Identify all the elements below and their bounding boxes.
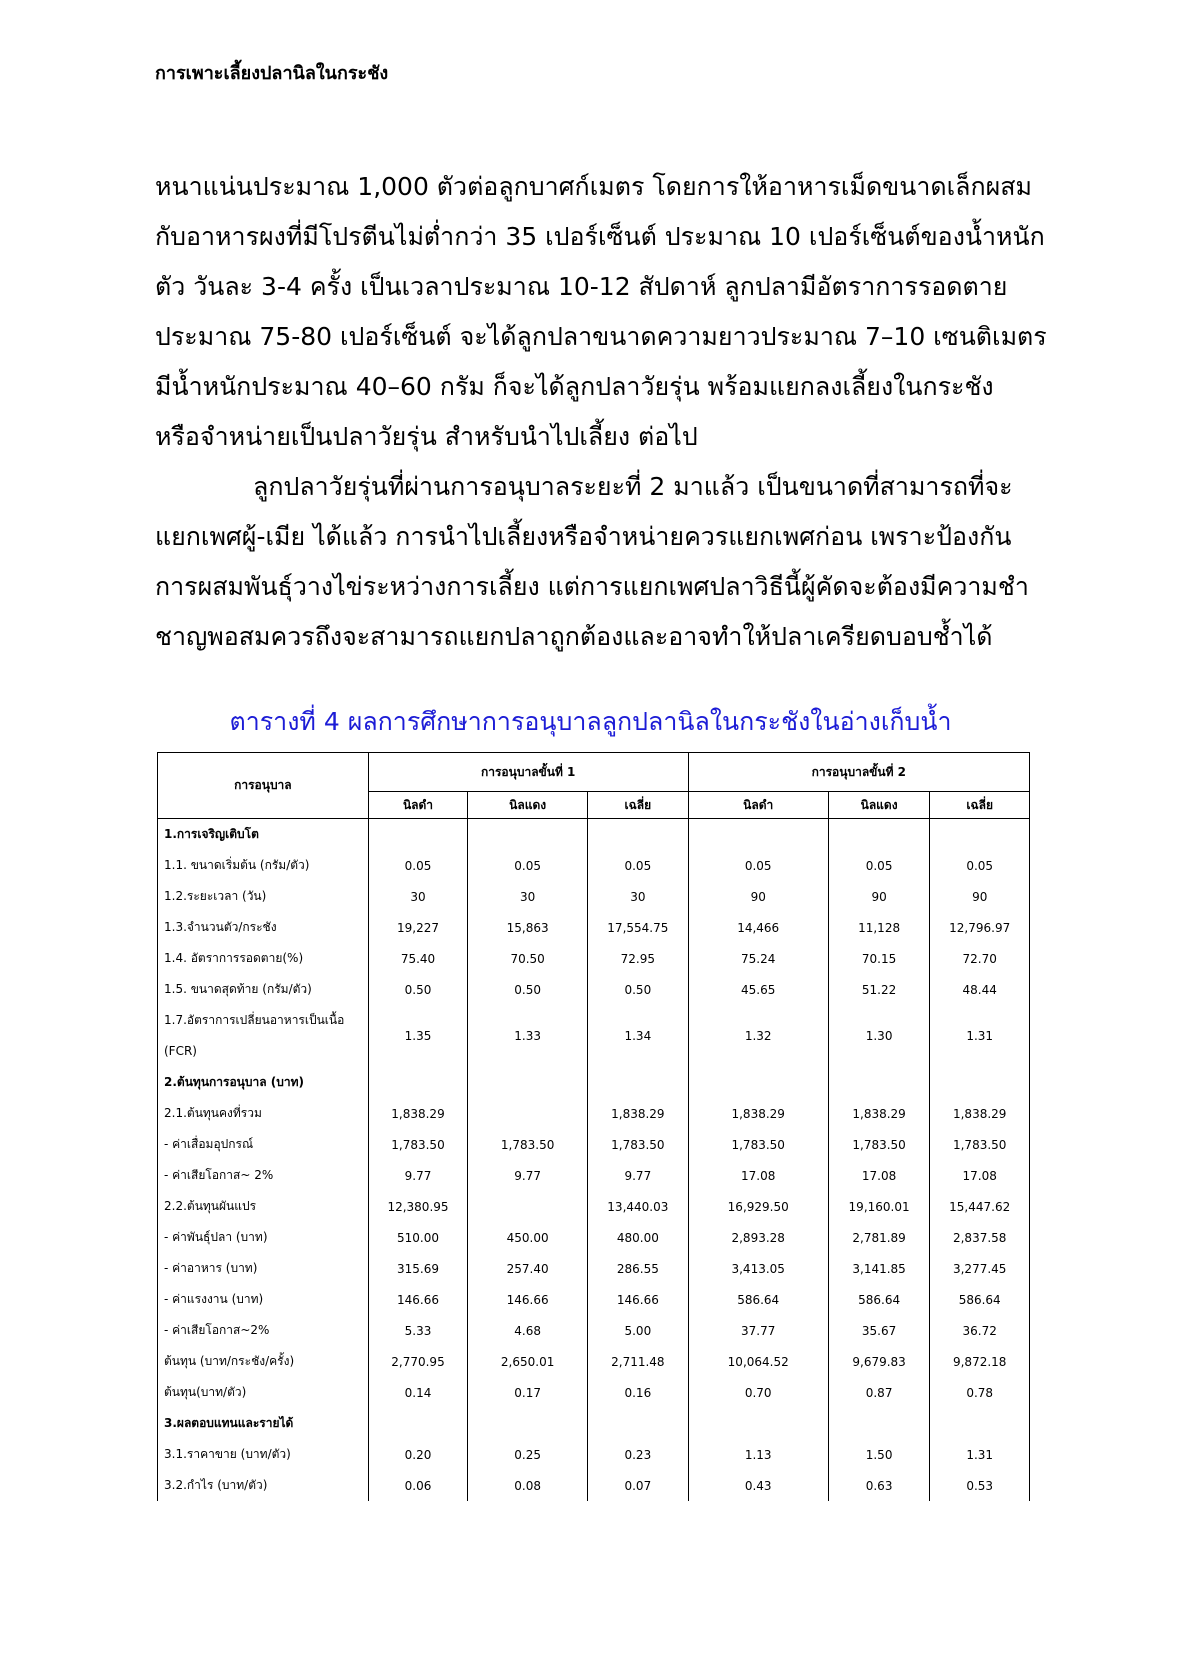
row-label: 1.3.จำนวนตัว/กระชัง bbox=[158, 912, 369, 943]
table-cell: 2,781.89 bbox=[828, 1222, 930, 1253]
table-cell: 1.34 bbox=[588, 1005, 689, 1067]
table-cell: 2,770.95 bbox=[368, 1346, 467, 1377]
table-header bbox=[158, 753, 1030, 819]
table-cell: 17,554.75 bbox=[588, 912, 689, 943]
row-label: 3.2.กำไร (บาท/ตัว) bbox=[158, 1470, 369, 1501]
table-cell: 12,796.97 bbox=[930, 912, 1030, 943]
running-header: การเพาะเลี้ยงปลานิลในกระชัง bbox=[155, 63, 389, 84]
table-cell: 9,679.83 bbox=[828, 1346, 930, 1377]
table-cell: 75.24 bbox=[688, 943, 828, 974]
row-label: 3.ผลตอบแทนและรายได้ bbox=[158, 1408, 369, 1439]
row-label: 3.1.ราคาขาย (บาท/ตัว) bbox=[158, 1439, 369, 1470]
row-label: ต้นทุน(บาท/ตัว) bbox=[158, 1377, 369, 1408]
table-cell: 1,838.29 bbox=[828, 1098, 930, 1129]
column-header: นิลแดง bbox=[468, 792, 588, 819]
column-header: นิลแดง bbox=[828, 792, 930, 819]
row-label: - ค่าเสียโอกาส~ 2% bbox=[158, 1160, 369, 1191]
table-cell: 36.72 bbox=[930, 1315, 1030, 1346]
row-label: 2.2.ต้นทุนผันแปร bbox=[158, 1191, 369, 1222]
table-row bbox=[158, 1222, 1030, 1253]
table-row bbox=[158, 1470, 1030, 1501]
table-cell: 2,893.28 bbox=[688, 1222, 828, 1253]
table-cell: 0.50 bbox=[368, 974, 467, 1005]
table-row bbox=[158, 850, 1030, 881]
table-cell: 1.31 bbox=[930, 1439, 1030, 1470]
table-row bbox=[158, 1191, 1030, 1222]
table-cell: 17.08 bbox=[828, 1160, 930, 1191]
table-cell: 15,447.62 bbox=[930, 1191, 1030, 1222]
row-label: - ค่าอาหาร (บาท) bbox=[158, 1253, 369, 1284]
row-label: - ค่าเสียโอกาส~2% bbox=[158, 1315, 369, 1346]
table-cell: 30 bbox=[468, 881, 588, 912]
body-text bbox=[155, 162, 1055, 662]
table-cell: 1,838.29 bbox=[588, 1098, 689, 1129]
paragraph-line: ชาญพอสมควรถึงจะสามารถแยกปลาถูกต้องและอาจทำให้ปลาเครียดบอบช้ำได้ bbox=[155, 622, 993, 651]
table-cell: 0.08 bbox=[468, 1470, 588, 1501]
table-cell: 1.50 bbox=[828, 1439, 930, 1470]
table-cell: 450.00 bbox=[468, 1222, 588, 1253]
table-cell: 0.16 bbox=[588, 1377, 689, 1408]
table-cell: 1.32 bbox=[688, 1005, 828, 1067]
table-section-row bbox=[158, 1408, 1030, 1439]
table-cell: 72.70 bbox=[930, 943, 1030, 974]
table-cell: 16,929.50 bbox=[688, 1191, 828, 1222]
table-cell: 17.08 bbox=[688, 1160, 828, 1191]
table-cell bbox=[468, 1408, 588, 1439]
table-cell: 5.33 bbox=[368, 1315, 467, 1346]
table-cell: 0.50 bbox=[588, 974, 689, 1005]
table-cell: 70.15 bbox=[828, 943, 930, 974]
table-cell: 0.25 bbox=[468, 1439, 588, 1470]
paragraph-line: กับอาหารผงที่มีโปรตีนไม่ต่ำกว่า 35 เปอร์เซ็นต์ ประมาณ 10 เปอร์เซ็นต์ของน้ำหนัก bbox=[155, 222, 1045, 251]
table-cell bbox=[368, 1067, 467, 1098]
table-cell: 48.44 bbox=[930, 974, 1030, 1005]
table-cell: 13,440.03 bbox=[588, 1191, 689, 1222]
table-cell: 257.40 bbox=[468, 1253, 588, 1284]
table-cell: 90 bbox=[930, 881, 1030, 912]
row-label: 2.1.ต้นทุนคงที่รวม bbox=[158, 1098, 369, 1129]
table-cell: 0.43 bbox=[688, 1470, 828, 1501]
table-cell: 0.70 bbox=[688, 1377, 828, 1408]
table-cell: 146.66 bbox=[468, 1284, 588, 1315]
table-cell: 4.68 bbox=[468, 1315, 588, 1346]
paragraph-line: ลูกปลาวัยรุ่นที่ผ่านการอนุบาลระยะที่ 2 มาแล้ว เป็นขนาดที่สามารถที่จะ bbox=[253, 472, 1013, 501]
table-header-row bbox=[158, 753, 1030, 792]
table-cell bbox=[468, 1098, 588, 1129]
table-cell: 146.66 bbox=[368, 1284, 467, 1315]
table-cell bbox=[930, 1067, 1030, 1098]
table-cell: 15,863 bbox=[468, 912, 588, 943]
table-cell: 2,711.48 bbox=[588, 1346, 689, 1377]
paragraph-line: หรือจำหน่ายเป็นปลาวัยรุ่น สำหรับนำไปเลี้ยง ต่อไป bbox=[155, 422, 698, 451]
table-cell bbox=[688, 1067, 828, 1098]
table-cell: 0.78 bbox=[930, 1377, 1030, 1408]
paragraph-line: ประมาณ 75-80 เปอร์เซ็นต์ จะได้ลูกปลาขนาดความยาวประมาณ 7–10 เซนติเมตร bbox=[155, 322, 1047, 351]
table-cell bbox=[828, 819, 930, 851]
table-cell: 3,413.05 bbox=[688, 1253, 828, 1284]
table-cell: 1,783.50 bbox=[688, 1129, 828, 1160]
table-cell: 70.50 bbox=[468, 943, 588, 974]
table-cell: 10,064.52 bbox=[688, 1346, 828, 1377]
table-cell: 1,783.50 bbox=[930, 1129, 1030, 1160]
table-cell: 0.53 bbox=[930, 1470, 1030, 1501]
table-cell: 51.22 bbox=[828, 974, 930, 1005]
table-row bbox=[158, 1346, 1030, 1377]
table-cell: 17.08 bbox=[930, 1160, 1030, 1191]
table-cell: 5.00 bbox=[588, 1315, 689, 1346]
column-header: นิลดำ bbox=[688, 792, 828, 819]
table-cell: 9,872.18 bbox=[930, 1346, 1030, 1377]
row-label: 1.2.ระยะเวลา (วัน) bbox=[158, 881, 369, 912]
row-label: 2.ต้นทุนการอนุบาล (บาท) bbox=[158, 1067, 369, 1098]
group-header-stage-2: การอนุบาลขั้นที่ 2 bbox=[688, 753, 1029, 792]
table-cell: 0.23 bbox=[588, 1439, 689, 1470]
table-cell: 11,128 bbox=[828, 912, 930, 943]
table-cell: 12,380.95 bbox=[368, 1191, 467, 1222]
table-row bbox=[158, 1439, 1030, 1470]
table-cell: 1.30 bbox=[828, 1005, 930, 1067]
table-cell: 0.05 bbox=[930, 850, 1030, 881]
table-cell: 30 bbox=[588, 881, 689, 912]
table-cell bbox=[930, 1408, 1030, 1439]
table-cell: 1.13 bbox=[688, 1439, 828, 1470]
results-table bbox=[157, 752, 1030, 1501]
table-cell bbox=[828, 1067, 930, 1098]
row-label: 1.4. อัตราการรอดตาย(%) bbox=[158, 943, 369, 974]
table-cell bbox=[688, 819, 828, 851]
row-label: 1.1. ขนาดเริ่มต้น (กรัม/ตัว) bbox=[158, 850, 369, 881]
table-cell: 0.05 bbox=[688, 850, 828, 881]
table-row bbox=[158, 1284, 1030, 1315]
table-row bbox=[158, 1098, 1030, 1129]
table-cell: 72.95 bbox=[588, 943, 689, 974]
table-row bbox=[158, 1253, 1030, 1284]
table-cell: 1,838.29 bbox=[688, 1098, 828, 1129]
table-cell: 9.77 bbox=[368, 1160, 467, 1191]
table-row bbox=[158, 1005, 1030, 1067]
row-label: 1.7.อัตราการเปลี่ยนอาหารเป็นเนื้อ (FCR) bbox=[158, 1005, 369, 1067]
table-cell bbox=[930, 819, 1030, 851]
table-cell: 0.06 bbox=[368, 1470, 467, 1501]
table-cell bbox=[368, 819, 467, 851]
table-cell: 30 bbox=[368, 881, 467, 912]
table-cell: 0.14 bbox=[368, 1377, 467, 1408]
table-cell: 75.40 bbox=[368, 943, 467, 974]
table-cell: 0.87 bbox=[828, 1377, 930, 1408]
table-cell: 1,783.50 bbox=[588, 1129, 689, 1160]
table-cell: 35.67 bbox=[828, 1315, 930, 1346]
table-cell bbox=[828, 1408, 930, 1439]
table-row bbox=[158, 1315, 1030, 1346]
table-cell: 0.05 bbox=[828, 850, 930, 881]
table-cell bbox=[368, 1408, 467, 1439]
table-cell: 0.63 bbox=[828, 1470, 930, 1501]
table-cell: 286.55 bbox=[588, 1253, 689, 1284]
table-cell: 19,227 bbox=[368, 912, 467, 943]
table-cell: 0.17 bbox=[468, 1377, 588, 1408]
table-cell: 1.35 bbox=[368, 1005, 467, 1067]
table-cell: 19,160.01 bbox=[828, 1191, 930, 1222]
table-cell: 2,837.58 bbox=[930, 1222, 1030, 1253]
table-cell: 2,650.01 bbox=[468, 1346, 588, 1377]
table-cell: 1,838.29 bbox=[930, 1098, 1030, 1129]
table-row bbox=[158, 881, 1030, 912]
row-label: 1.5. ขนาดสุดท้าย (กรัม/ตัว) bbox=[158, 974, 369, 1005]
paragraph-line: หนาแน่นประมาณ 1,000 ตัวต่อลูกบาศก์เมตร โดยการให้อาหารเม็ดขนาดเล็กผสม bbox=[155, 172, 1033, 201]
column-header: นิลดำ bbox=[368, 792, 467, 819]
table-cell bbox=[468, 1067, 588, 1098]
column-header: เฉลี่ย bbox=[588, 792, 689, 819]
table-cell: 3,141.85 bbox=[828, 1253, 930, 1284]
table-cell: 0.50 bbox=[468, 974, 588, 1005]
group-header-stage-1: การอนุบาลขั้นที่ 1 bbox=[368, 753, 688, 792]
table-cell: 1.33 bbox=[468, 1005, 588, 1067]
table-cell: 9.77 bbox=[588, 1160, 689, 1191]
table-cell bbox=[588, 1067, 689, 1098]
table-cell bbox=[688, 1408, 828, 1439]
table-cell bbox=[468, 1191, 588, 1222]
table-cell: 1,783.50 bbox=[468, 1129, 588, 1160]
table-section-row bbox=[158, 819, 1030, 851]
row-label: 1.การเจริญเติบโต bbox=[158, 819, 369, 851]
row-label: - ค่าแรงงาน (บาท) bbox=[158, 1284, 369, 1315]
table-cell: 1,783.50 bbox=[368, 1129, 467, 1160]
table-cell: 45.65 bbox=[688, 974, 828, 1005]
table-cell: 3,277.45 bbox=[930, 1253, 1030, 1284]
table-cell: 586.64 bbox=[688, 1284, 828, 1315]
table-cell bbox=[588, 819, 689, 851]
table-cell: 586.64 bbox=[930, 1284, 1030, 1315]
table-row bbox=[158, 912, 1030, 943]
table-cell bbox=[588, 1408, 689, 1439]
table-row bbox=[158, 1160, 1030, 1191]
column-header: เฉลี่ย bbox=[930, 792, 1030, 819]
corner-header: การอนุบาล bbox=[158, 753, 369, 819]
table-cell: 0.05 bbox=[588, 850, 689, 881]
table-cell: 1,783.50 bbox=[828, 1129, 930, 1160]
table-cell: 9.77 bbox=[468, 1160, 588, 1191]
paragraph-line: มีน้ำหนักประมาณ 40–60 กรัม ก็จะได้ลูกปลาวัยรุ่น พร้อมแยกลงเลี้ยงในกระชัง bbox=[155, 372, 994, 401]
table-body bbox=[158, 819, 1030, 1502]
table-cell bbox=[468, 819, 588, 851]
table-cell: 586.64 bbox=[828, 1284, 930, 1315]
table-cell: 510.00 bbox=[368, 1222, 467, 1253]
table-cell: 1.31 bbox=[930, 1005, 1030, 1067]
table-caption: ตารางที่ 4 ผลการศึกษาการอนุบาลลูกปลานิลในกระชังในอ่างเก็บน้ำ bbox=[229, 707, 952, 736]
table-cell: 146.66 bbox=[588, 1284, 689, 1315]
table-cell: 0.07 bbox=[588, 1470, 689, 1501]
table-cell: 90 bbox=[828, 881, 930, 912]
table-row bbox=[158, 1377, 1030, 1408]
table-cell: 90 bbox=[688, 881, 828, 912]
table-cell: 37.77 bbox=[688, 1315, 828, 1346]
table-cell: 480.00 bbox=[588, 1222, 689, 1253]
paragraph-line: การผสมพันธุ์วางไข่ระหว่างการเลี้ยง แต่การแยกเพศปลาวิธีนี้ผู้คัดจะต้องมีความชำ bbox=[155, 572, 1029, 601]
row-label: - ค่าพันธุ์ปลา (บาท) bbox=[158, 1222, 369, 1253]
row-label: ต้นทุน (บาท/กระชัง/ครั้ง) bbox=[158, 1346, 369, 1377]
table-cell: 315.69 bbox=[368, 1253, 467, 1284]
table-cell: 14,466 bbox=[688, 912, 828, 943]
table-cell: 1,838.29 bbox=[368, 1098, 467, 1129]
table-cell: 0.20 bbox=[368, 1439, 467, 1470]
table-row bbox=[158, 943, 1030, 974]
paragraph-line: แยกเพศผู้-เมีย ได้แล้ว การนำไปเลี้ยงหรือจำหน่ายควรแยกเพศก่อน เพราะป้องกัน bbox=[155, 522, 1012, 551]
table-cell: 0.05 bbox=[468, 850, 588, 881]
table-cell: 0.05 bbox=[368, 850, 467, 881]
table-section-row bbox=[158, 1067, 1030, 1098]
table-row bbox=[158, 1129, 1030, 1160]
paragraph-line: ตัว วันละ 3-4 ครั้ง เป็นเวลาประมาณ 10-12 สัปดาห์ ลูกปลามีอัตราการรอดตาย bbox=[155, 272, 1008, 301]
table-row bbox=[158, 974, 1030, 1005]
row-label: - ค่าเสื่อมอุปกรณ์ bbox=[158, 1129, 369, 1160]
